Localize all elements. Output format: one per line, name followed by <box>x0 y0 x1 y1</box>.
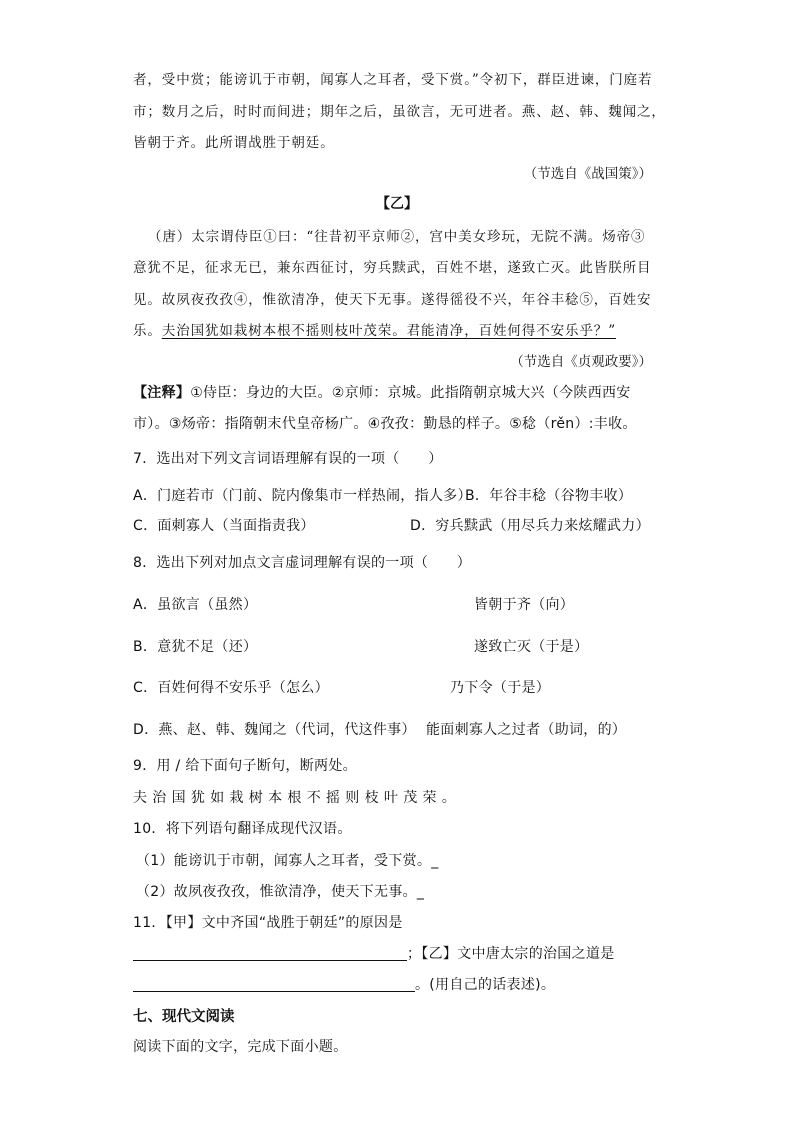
q8-option-d-right: 能面刺寡人之过者（助词，的） <box>426 722 627 738</box>
q7-option-d: D．穷兵黩武（用尽兵力来炫耀武力） <box>410 518 650 534</box>
q9-sentence: 夫治国犹如栽树本根不摇则枝叶茂荣。 <box>133 790 462 806</box>
notes-line-1 <box>133 382 631 402</box>
q11-stem: 11．【甲】文中齐国“战胜于朝廷”的原因是 <box>133 915 403 931</box>
notes-line-2: 市）。③炀帝：指隋朝末代皇帝杨广。④孜孜：勤恳的样子。⑤稔（rěn）:丰收。 <box>133 416 637 432</box>
passage-jia-line-3: 皆朝于齐。此所谓战胜于朝廷。 <box>133 135 335 151</box>
q8-option-b-left: B．意犹不足（还） <box>133 639 258 655</box>
q10-item-2: （2）故夙夜孜孜，惟欲清净，使天下无事。_ <box>136 884 425 900</box>
passage-yi-underlined-sentence: 夫治国犹如栽树本根不摇则枝叶茂荣。君能清净，百姓何得不安乐乎？” <box>161 323 617 339</box>
q11-end-text: 。(用自己的话表述)。 <box>415 977 556 993</box>
passage-yi-title: 【乙】 <box>376 196 418 212</box>
passage-yi-line-4-plain: 乐。 <box>133 323 162 339</box>
section-7-intro: 阅读下面的文字，完成下面小题。 <box>133 1039 348 1055</box>
q10-stem: 10．将下列语句翻译成现代汉语。 <box>133 821 352 837</box>
q8-option-a-left: A．虽欲言（虽然） <box>133 597 258 613</box>
q11-answer-blank-2[interactable] <box>133 977 415 992</box>
notes-text-1: ①侍臣：身边的大臣。②京师：京城。此指隋朝京城大兴（今陕西西安 <box>190 385 631 401</box>
q7-option-a: A．门庭若市（门前、院内像集市一样热闹，指人多） <box>133 488 472 504</box>
passage-yi-line-4 <box>133 319 616 339</box>
q8-option-d-left: D．燕、赵、韩、魏闻之（代词，代这件事） <box>133 722 416 738</box>
q9-stem: 9．用 / 给下面句子断句，断两处。 <box>133 758 357 774</box>
passage-yi-line-2: 意犹不足，征求无已，兼东西征讨，穷兵黩武，百姓不堪，遂致亡灭。此皆朕所目 <box>133 260 652 276</box>
q8-option-b-right: 遂致亡灭（于是） <box>474 639 589 655</box>
passage-jia-source: （节选自《战国策》） <box>523 166 652 182</box>
passage-jia-line-1: 者，受中赏；能谤讥于市朝，闻寡人之耳者，受下赏。”令初下，群臣进谏，门庭若 <box>133 72 653 88</box>
section-7-heading: 七、现代文阅读 <box>133 1009 235 1025</box>
q11-mid-text: ；【乙】文中唐太宗的治国之道是 <box>407 946 615 962</box>
passage-yi-source: （节选自《贞观政要》） <box>510 354 652 370</box>
q11-line-3 <box>133 974 555 994</box>
q11-line-2 <box>133 943 615 963</box>
q11-answer-blank-1[interactable] <box>133 946 407 961</box>
passage-yi-line-3: 见。故夙夜孜孜④，惟欲清净，使天下无事。遂得徭役不兴，年谷丰稔⑤，百姓安 <box>133 292 652 308</box>
q8-option-c-left: C．百姓何得不安乐乎（怎么） <box>133 680 329 696</box>
q8-option-c-right: 乃下令（于是） <box>450 680 551 696</box>
q7-option-b: B．年谷丰稔（谷物丰收） <box>465 488 633 504</box>
q10-item-1: （1）能谤讥于市朝，闻寡人之耳者，受下赏。_ <box>136 853 439 869</box>
passage-yi-line-1: （唐）太宗谓侍臣①曰：“往昔初平京师②，宫中美女珍玩，无院不满。炀帝③ <box>148 229 646 245</box>
q8-stem: 8．选出下列对加点文言虚词理解有误的一项（ ） <box>133 555 472 571</box>
q7-stem: 7．选出对下列文言词语理解有误的一项（ ） <box>133 451 443 467</box>
passage-jia-line-2: 市；数月之后，时时而间进；期年之后，虽欲言，无可进者。燕、赵、韩、魏闻之， <box>133 104 666 120</box>
q7-option-c: C．面刺寡人（当面指责我） <box>133 518 315 534</box>
q8-option-a-right: 皆朝于齐（向） <box>474 597 575 613</box>
notes-label: 【注释】 <box>133 385 191 401</box>
